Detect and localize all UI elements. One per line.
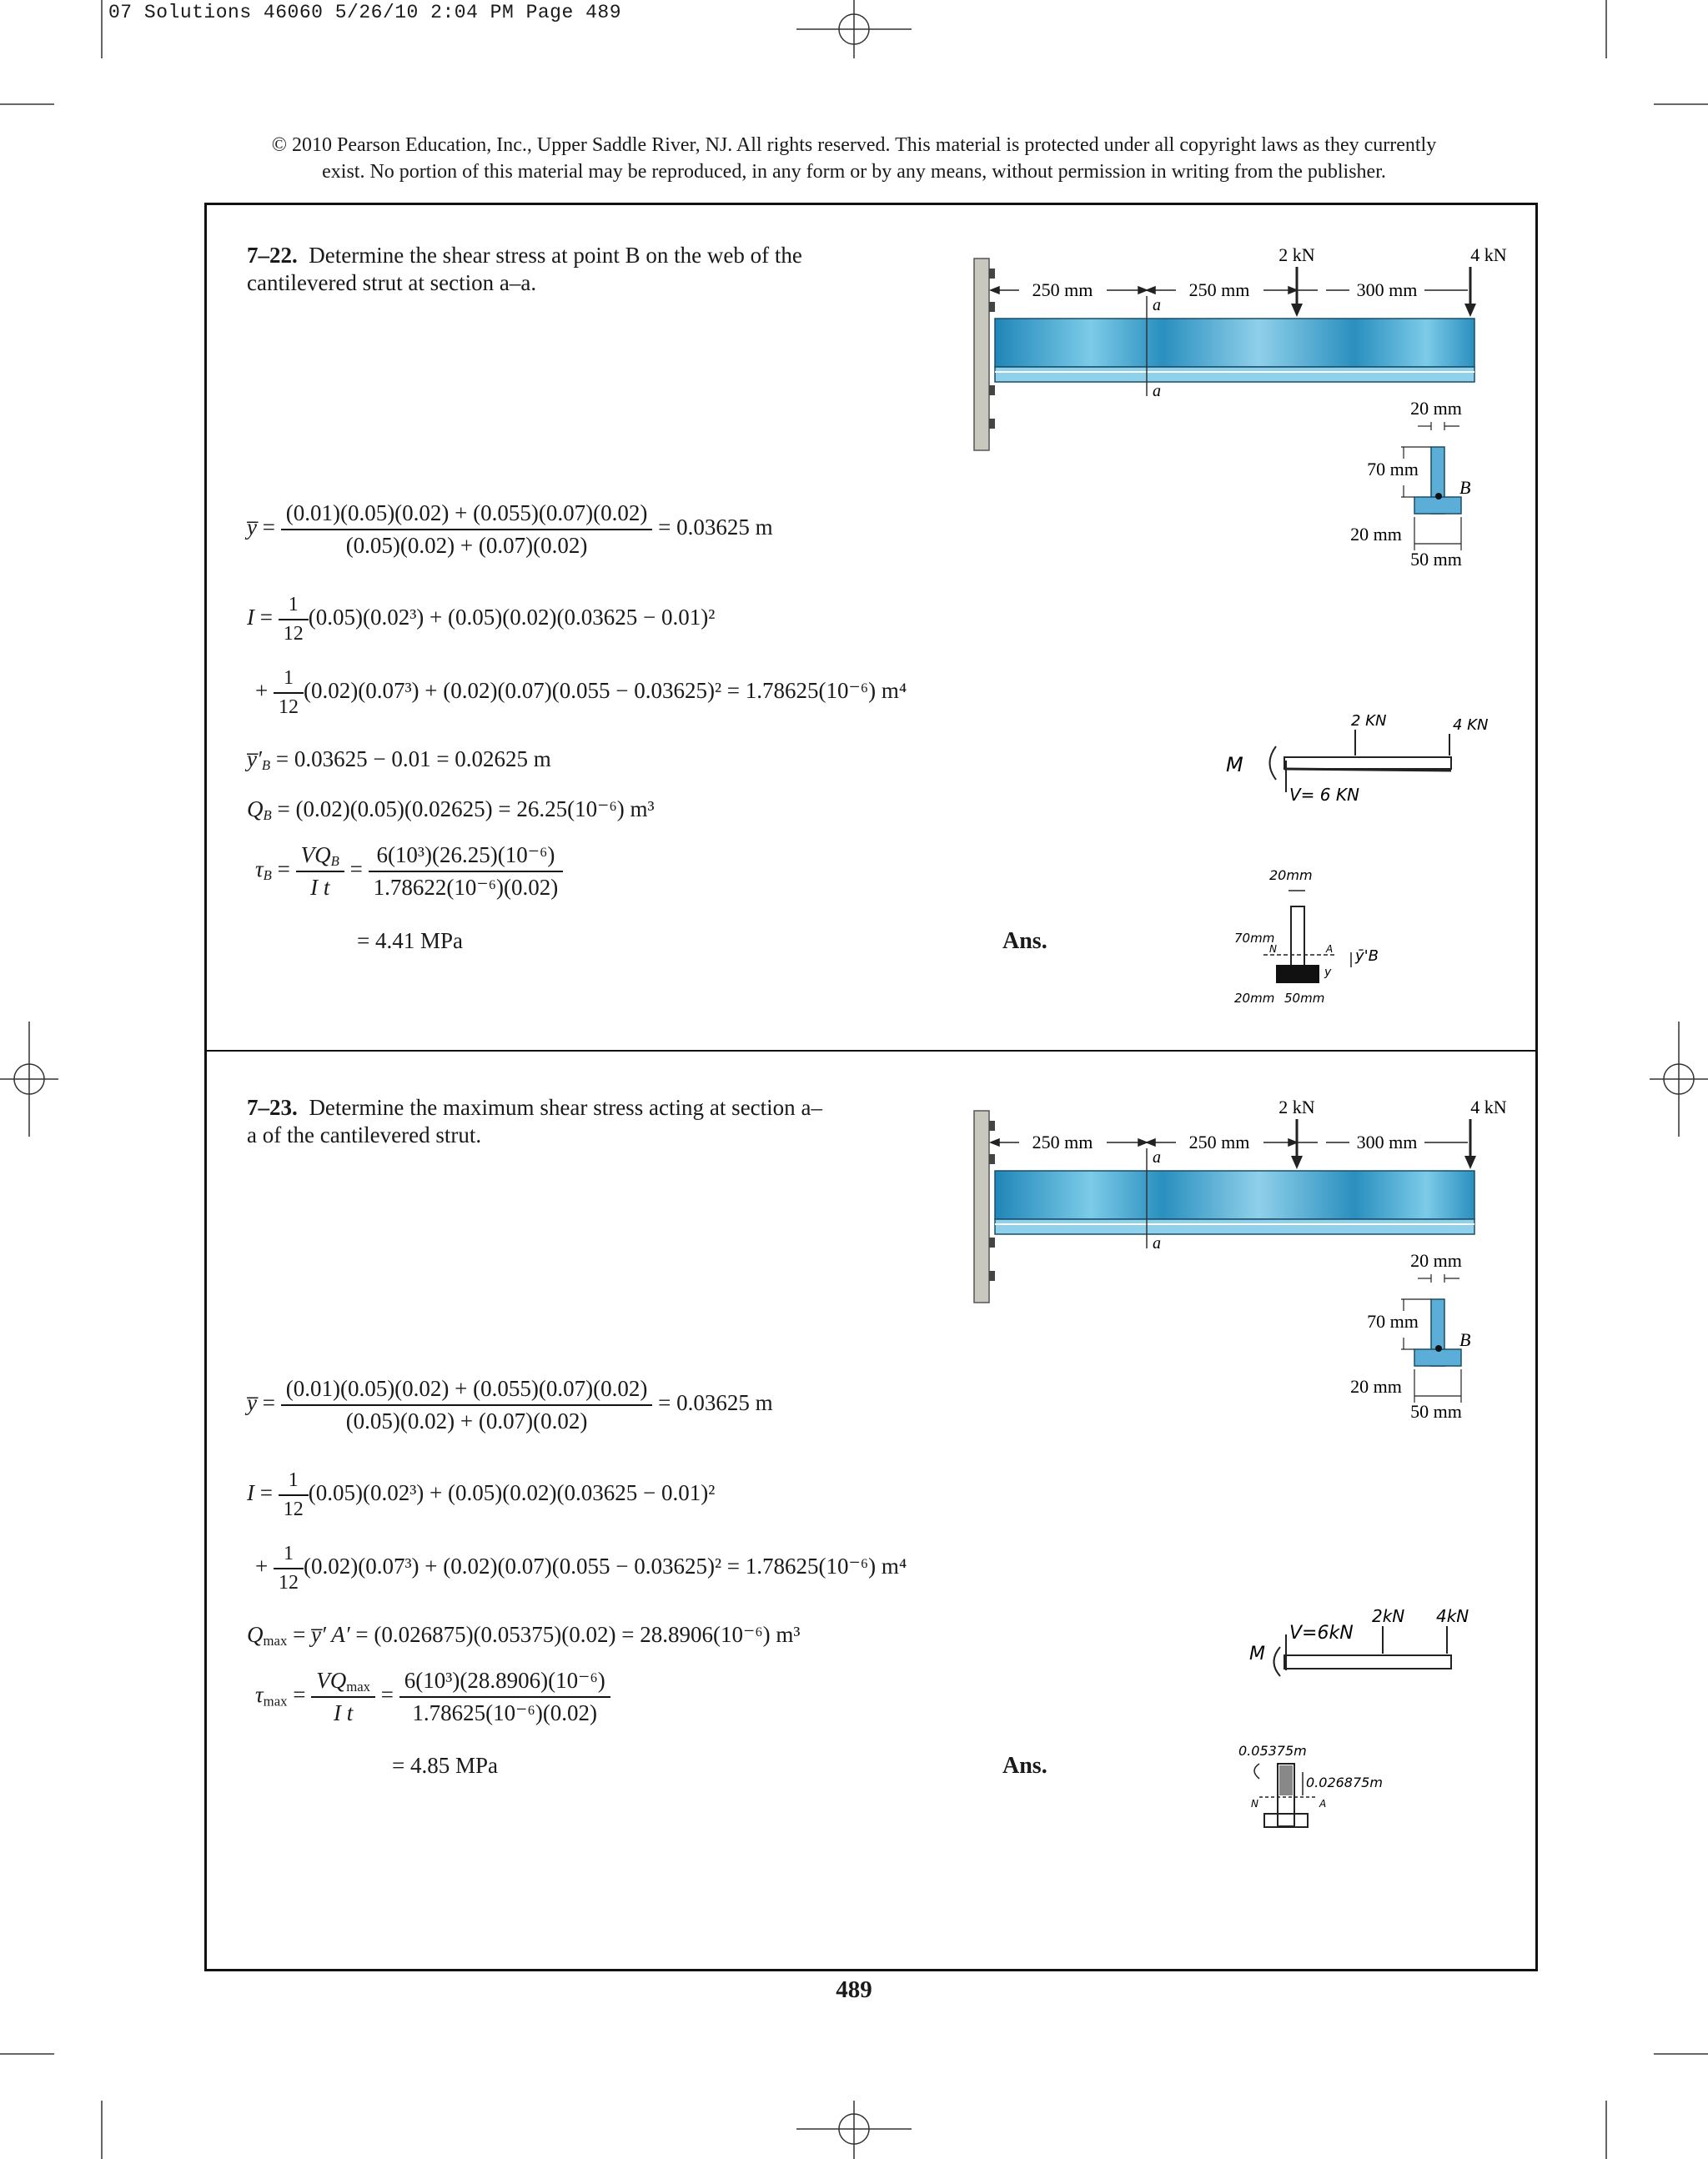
yb-text: = 0.03625 − 0.01 = 0.02625 m — [275, 746, 551, 771]
cross-section-sketch-723 — [1234, 1739, 1434, 1847]
load-label-4kn: 4 kN — [1470, 1097, 1507, 1117]
tau-max-equation: $\tau_{max}$ = $\frac{VQ_{max}}{\text{I t}}$ = $\frac{\text{6(10³)(28.8906)(10⁻⁶)}}{\text{1.78625(10⁻⁶)(0.02)}}$ — [255, 1668, 610, 1726]
problem-723-number: 7–23. — [247, 1095, 298, 1120]
wall — [974, 259, 989, 450]
wall-bolts — [989, 269, 995, 429]
sketch-722-shear: V= 6 KN — [1289, 785, 1359, 805]
inertia-line1-text: (0.05)(0.02³) + (0.05)(0.02)(0.03625 − 0.01)² — [308, 605, 716, 630]
tau-max-numerator: 6(10³)(28.8906)(10⁻⁶) — [399, 1668, 610, 1698]
wall-bolts — [989, 1121, 995, 1281]
ybar-denominator: (0.05)(0.02) + (0.07)(0.02) — [345, 533, 588, 558]
dim-250-2: 250 mm — [1188, 1132, 1250, 1152]
cs-flange — [1414, 1349, 1461, 1366]
ybar-equation-722: y̅ = $\frac{(0.01)(0.05)(0.02) + (0.055)(0.07)(0.02)}{(0.05)(0.02) + (0.07)(0.02)}$ = 0.03625 m — [247, 500, 773, 558]
sketch-723-load2: 4kN — [1436, 1606, 1469, 1626]
qb-equation: $Q_B = (0.02)(0.05)(0.02625) = 26.25(10^{-6})$ m³ — [247, 796, 655, 824]
ybar-numerator: (0.01)(0.05)(0.02) + (0.055)(0.07)(0.02) — [281, 500, 653, 530]
section-label-top: a — [1153, 296, 1161, 314]
tau-max-result: = 4.85 MPa — [392, 1753, 498, 1778]
section-label-bottom: a — [1153, 1234, 1161, 1253]
page-number: 489 — [836, 1976, 872, 2003]
problem-divider — [204, 1050, 1538, 1052]
load-label-2kn: 2 kN — [1278, 1097, 1315, 1117]
beam-web — [995, 1171, 1474, 1219]
sketch-722-flange: 20mm — [1234, 991, 1275, 1006]
sketch-723-a: A — [1319, 1798, 1327, 1810]
qmax-text: = (0.026875)(0.05375)(0.02) = 28.8906(10⁻⁶) m³ — [355, 1622, 801, 1647]
sketch-722-width: 50mm — [1284, 991, 1325, 1006]
cs-flange-label: 20 mm — [1350, 524, 1402, 545]
sketch-723-shear: V=6kN — [1289, 1623, 1354, 1644]
inertia-equation-722-line2: + $\frac{1}{12}$ (0.02)(0.07³) + (0.02)(0.07)(0.055 − 0.03625)² = 1.78625(10⁻⁶) m⁴ — [255, 667, 907, 718]
cs-top-label: 20 mm — [1410, 1250, 1462, 1271]
cs-width-label: 50 mm — [1410, 549, 1462, 570]
beam-flange — [995, 367, 1474, 382]
inertia-equation-723-line2: + $\frac{1}{12}$ (0.02)(0.07³) + (0.02)(0.07)(0.055 − 0.03625)² = 1.78625(10⁻⁶) m⁴ — [255, 1543, 907, 1594]
point-b-marker — [1435, 1345, 1442, 1352]
beam-flange — [995, 1219, 1474, 1234]
inertia-line2-text: (0.02)(0.07³) + (0.02)(0.07)(0.055 − 0.03625)² = 1.78625(10⁻⁶) m⁴ — [303, 1554, 907, 1579]
problem-723-statement — [247, 1094, 822, 1149]
inertia-equation-723-line1: I = $\frac{1}{12}$ (0.05)(0.02³) + (0.05)(0.02)(0.03625 − 0.01)² — [247, 1469, 716, 1520]
tau-b-denominator: 1.78622(10⁻⁶)(0.02) — [373, 875, 559, 900]
problem-723-text: Determine the maximum shear stress acting at section a–a of the cantilevered strut. — [247, 1095, 822, 1147]
point-b-marker — [1435, 493, 1442, 500]
load-arrow-4kn — [1464, 267, 1476, 317]
load-label-2kn: 2 kN — [1278, 244, 1315, 265]
qmax-equation: $Q_{max}$ = y̅′ A′ = (0.026875)(0.05375)(0.02) = 28.8906(10⁻⁶) m³ — [247, 1622, 801, 1649]
tau-max-denominator: 1.78625(10⁻⁶)(0.02) — [412, 1700, 598, 1725]
cs-web-label: 70 mm — [1367, 1311, 1419, 1332]
answer-label-722: Ans. — [1002, 928, 1047, 954]
copyright-line-1: © 2010 Pearson Education, Inc., Upper Saddle River, NJ. All rights reserved. This material is protected under all copyright laws as they currently — [271, 134, 1437, 156]
ybar-denominator: (0.05)(0.02) + (0.07)(0.02) — [345, 1408, 588, 1433]
answer-label-723: Ans. — [1002, 1753, 1047, 1779]
ybar-equation-723: y̅ = $\frac{(0.01)(0.05)(0.02) + (0.055)(0.07)(0.02)}{(0.05)(0.02) + (0.07)(0.02)}$ = 0.03625 m — [247, 1376, 773, 1433]
dim-250-1: 250 mm — [1032, 1132, 1093, 1152]
cs-flange-label: 20 mm — [1350, 1376, 1402, 1397]
sketch-723-load1: 2kN — [1372, 1606, 1405, 1626]
copyright-notice — [0, 132, 1708, 185]
sketch-722-top: 20mm — [1269, 867, 1313, 883]
cs-top-label: 20 mm — [1410, 398, 1462, 419]
point-b-label: B — [1459, 477, 1471, 498]
problem-722-statement — [247, 242, 822, 297]
inertia-equation-722-line1: I = $\frac{1}{12}$ (0.05)(0.02³) + (0.05)(0.02)(0.03625 − 0.01)² — [247, 594, 716, 645]
sketch-722-na: N — [1269, 943, 1277, 955]
problem-722-text: Determine the shear stress at point B on the web of the cantilevered strut at section a–a. — [247, 243, 802, 295]
cantilever-figure-722 — [967, 233, 1518, 584]
free-body-sketch-723 — [1234, 1589, 1510, 1705]
ybar-result: = 0.03625 m — [658, 515, 773, 540]
cantilever-figure-723 — [967, 1086, 1518, 1436]
problem-722-number: 7–22. — [247, 243, 298, 268]
dim-300: 300 mm — [1356, 1132, 1418, 1152]
tau-b-result: = 4.41 MPa — [357, 928, 463, 953]
dim-300: 300 mm — [1356, 279, 1418, 300]
wall — [974, 1111, 989, 1303]
cs-flange — [1414, 497, 1461, 514]
sketch-723-na: N — [1251, 1798, 1258, 1810]
sketch-722-load1: 2 KN — [1351, 712, 1387, 730]
point-b-label: B — [1459, 1329, 1471, 1350]
sketch-722-web: 70mm — [1234, 931, 1275, 946]
tau-b-numerator: 6(10³)(26.25)(10⁻⁶) — [369, 842, 564, 872]
cs-web-label: 70 mm — [1367, 459, 1419, 479]
tau-b-equation: $\tau_B$ = $\frac{VQ_B}{\text{I t}}$ = $\frac{\text{6(10³)(26.25)(10⁻⁶)}}{\text{1.78622(10⁻⁶)(0.02)}}$ — [255, 842, 563, 901]
sketch-722-ybar: y — [1324, 966, 1332, 979]
sketch-723-d2: 0.026875m — [1306, 1775, 1383, 1790]
dim-250-1: 250 mm — [1032, 279, 1093, 300]
inertia-line1-text: (0.05)(0.02³) + (0.05)(0.02)(0.03625 − 0.01)² — [308, 1480, 716, 1506]
dim-250-2: 250 mm — [1188, 279, 1250, 300]
cross-section-sketch-722 — [1218, 859, 1434, 1026]
sketch-723-moment: M — [1249, 1644, 1265, 1664]
copyright-line-2: exist. No portion of this material may be reproduced, in any form or by any means, without permission in writing from the publisher. — [322, 161, 1386, 183]
ybar-result: = 0.03625 m — [658, 1390, 773, 1416]
sketch-723-d1: 0.05375m — [1238, 1743, 1307, 1759]
free-body-sketch-722 — [1218, 700, 1501, 817]
sketch-722-yb: ȳ'B — [1355, 947, 1379, 965]
beam-web — [995, 319, 1474, 367]
section-label-bottom: a — [1153, 382, 1161, 400]
cs-width-label: 50 mm — [1410, 1401, 1462, 1422]
load-arrow-4kn — [1464, 1119, 1476, 1169]
sketch-722-moment: M — [1226, 753, 1243, 776]
sketch-722-load2: 4 KN — [1453, 716, 1489, 734]
inertia-line2-text: (0.02)(0.07³) + (0.02)(0.07)(0.055 − 0.03625)² = 1.78625(10⁻⁶) m⁴ — [303, 678, 907, 704]
section-label-top: a — [1153, 1148, 1161, 1167]
qb-text: = (0.02)(0.05)(0.02625) = 26.25(10⁻⁶) m³ — [277, 796, 655, 821]
yb-equation: $y̅'_B = 0.03625 - 0.01 = 0.02625$ m — [247, 746, 551, 774]
load-label-4kn: 4 kN — [1470, 244, 1507, 265]
sketch-722-a: A — [1326, 943, 1334, 955]
print-slug: 07 Solutions 46060 5/26/10 2:04 PM Page 489 — [108, 2, 621, 23]
ybar-numerator: (0.01)(0.05)(0.02) + (0.055)(0.07)(0.02) — [281, 1376, 653, 1406]
